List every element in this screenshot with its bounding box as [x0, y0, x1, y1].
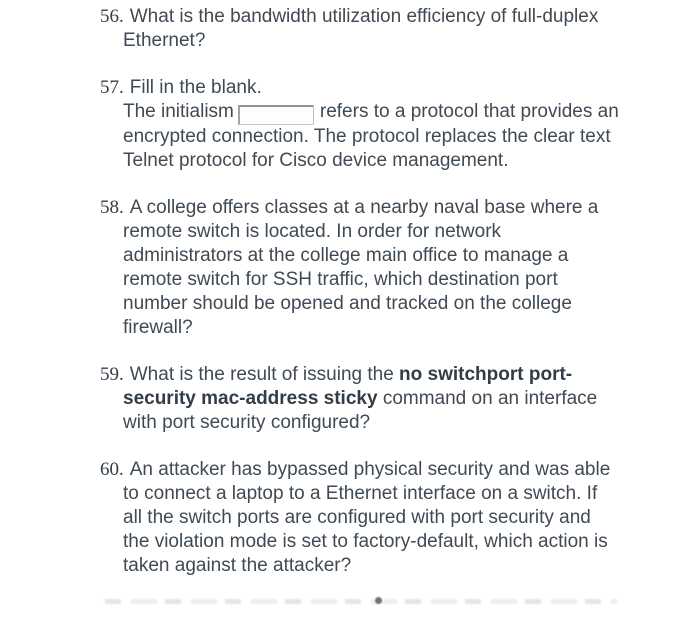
question-57-body-post: refers to a protocol that provides an encrypted connection. The protocol replaces the clear text Telnet protocol for Cisco device management.	[123, 101, 619, 171]
question-59-number: 59.	[100, 364, 124, 385]
question-58-number: 58.	[100, 197, 124, 218]
question-58-text: A college offers classes at a nearby naval base where a remote switch is located. In order for network administrators at the college main office to manage a remote switch for SSH traffic, which destination port number should be opened and tracked on the college firewall?	[123, 197, 599, 338]
cutoff-dot-artifact	[375, 597, 382, 604]
question-57-number: 57.	[100, 77, 124, 98]
initialism-blank-input[interactable]	[238, 105, 314, 125]
question-57-body-pre: The initialism	[123, 101, 234, 122]
question-57	[100, 76, 620, 173]
question-60-number: 60.	[100, 459, 124, 480]
question-60-text: An attacker has bypassed physical security and was able to connect a laptop to a Ethernet interface on a switch. If all the switch ports are configured with port security and the violation mode is set to factory-default, which action is taken against the attacker?	[123, 459, 611, 576]
question-56	[100, 5, 620, 53]
question-59-command-text: no switchport port-security mac-address sticky	[123, 364, 573, 409]
question-56-text: What is the bandwidth utilization efficiency of full-duplex Ethernet?	[123, 6, 599, 51]
question-60	[100, 458, 620, 578]
question-57-heading-line	[100, 76, 620, 100]
question-59-text-post: command on an interface with port security configured?	[123, 388, 598, 433]
question-57-body	[123, 100, 620, 173]
question-57-heading: Fill in the blank.	[129, 77, 262, 98]
cutoff-text-artifact	[105, 599, 617, 604]
question-56-number: 56.	[100, 6, 124, 27]
question-58	[100, 196, 620, 340]
question-59	[100, 363, 620, 435]
question-59-text-pre: What is the result of issuing the	[129, 364, 400, 385]
